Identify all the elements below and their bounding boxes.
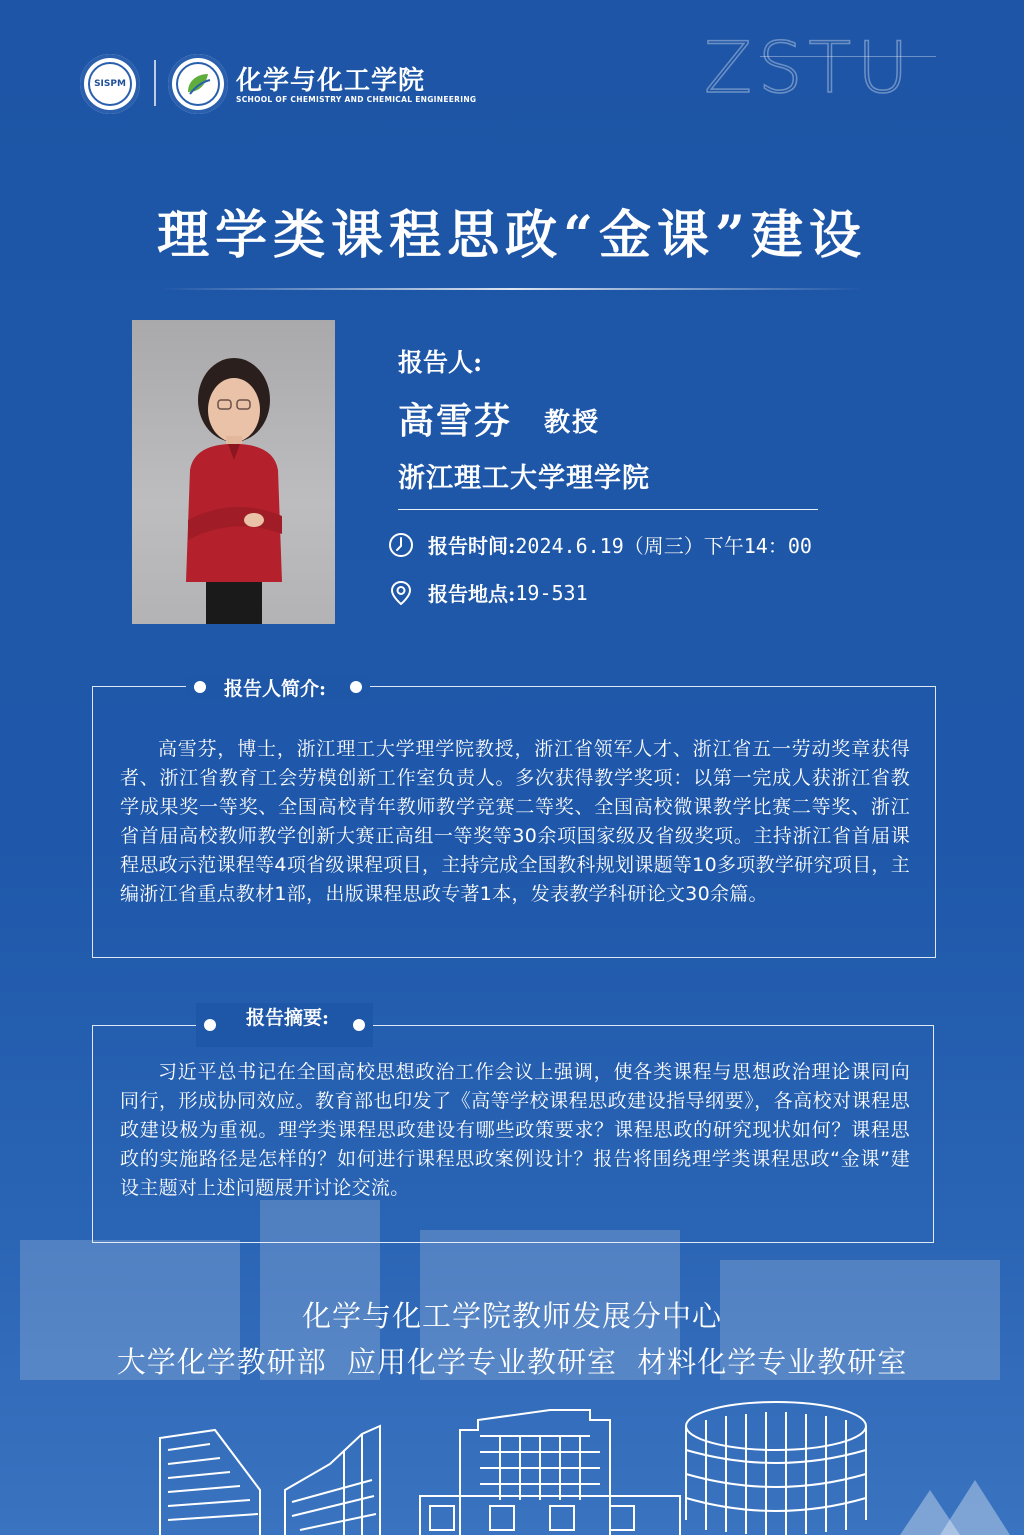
bullet-dot	[194, 681, 206, 693]
left-building	[160, 1426, 380, 1535]
college-name-cn: 化学与化工学院	[236, 66, 426, 96]
sispm-logo-text: SISPM	[88, 62, 132, 106]
speaker-rank: 教授	[544, 408, 601, 438]
footer-departments: 大学化学教研部 应用化学专业教研室 材料化学专业教研室	[116, 1345, 908, 1379]
report-place-label: 报告地点:	[428, 582, 516, 606]
abstract-heading-wrap	[196, 1003, 373, 1047]
college-logo	[168, 54, 228, 114]
speaker-portrait	[132, 320, 335, 624]
bio-heading: 报告人简介:	[224, 677, 327, 700]
bullet-dot	[204, 1019, 216, 1031]
zstu-watermark: ZSTU	[704, 27, 915, 109]
speaker-name: 高雪芬	[398, 400, 513, 442]
report-time-row	[388, 530, 812, 559]
speaker-photo	[132, 320, 335, 624]
abstract-heading: 报告摘要:	[246, 1007, 330, 1029]
college-name-en: SCHOOL OF CHEMISTRY AND CHEMICAL ENGINEERING	[236, 95, 477, 104]
right-stadium	[686, 1402, 866, 1535]
report-time-value: 2024.6.19（周三）下午14：00	[515, 534, 812, 558]
right-trees	[900, 1480, 1010, 1535]
speaker-divider	[398, 509, 818, 510]
speaker-affiliation: 浙江理工大学理学院	[398, 463, 650, 494]
footer-organizer: 化学与化工学院教师发展分中心	[301, 1299, 722, 1333]
bio-heading-wrap	[186, 676, 370, 698]
speaker-label: 报告人:	[398, 348, 483, 377]
bullet-dot	[350, 681, 362, 693]
bullet-dot	[353, 1019, 365, 1031]
logo-divider	[154, 60, 156, 106]
watermark-line	[760, 56, 936, 57]
title-divider	[160, 288, 864, 290]
sispm-logo	[80, 54, 140, 114]
report-time-label: 报告时间:	[428, 534, 516, 558]
clock-icon	[388, 532, 414, 558]
page-title: 理学类课程思政“金课”建设	[157, 205, 867, 266]
abstract-text: 习近平总书记在全国高校思想政治工作会议上强调，使各类课程与思想政治理论课同向同行，形成协同效应。教育部也印发了《高等学校课程思政建设指导纲要》，各高校对课程思政建设极为重视。理学类课程思政建设有哪些政策要求？课程思政的研究现状如何？课程思政的实施路径是怎样的？如何进行课程思政案例设计？报告将围绕理学类课程思政“金课”建设主题对上述问题展开讨论交流。	[120, 1061, 910, 1199]
campus-skyline	[0, 1380, 1024, 1535]
report-place-value: 19-531	[515, 580, 588, 605]
report-place-row	[388, 578, 588, 607]
location-pin-icon	[388, 580, 414, 606]
bio-text: 高雪芬，博士，浙江理工大学理学院教授，浙江省领军人才、浙江省五一劳动奖章获得者、浙江省教育工会劳模创新工作室负责人。多次获得教学奖项：以第一完成人获浙江省教学成果奖一等奖、全国高校青年教师教学竞赛二等奖、全国高校微课教学比赛二等奖、浙江省首届高校教师教学创新大赛正高组一等奖等30余项国家级及省级奖项。主持浙江省首届课程思政示范课程等4项省级课程项目，主持完成全国教科规划课题等10多项教学研究项目，主编浙江省重点教材1部，出版课程思政专著1本，发表教学科研论文30余篇。	[120, 738, 910, 905]
leaf-icon	[168, 54, 228, 114]
